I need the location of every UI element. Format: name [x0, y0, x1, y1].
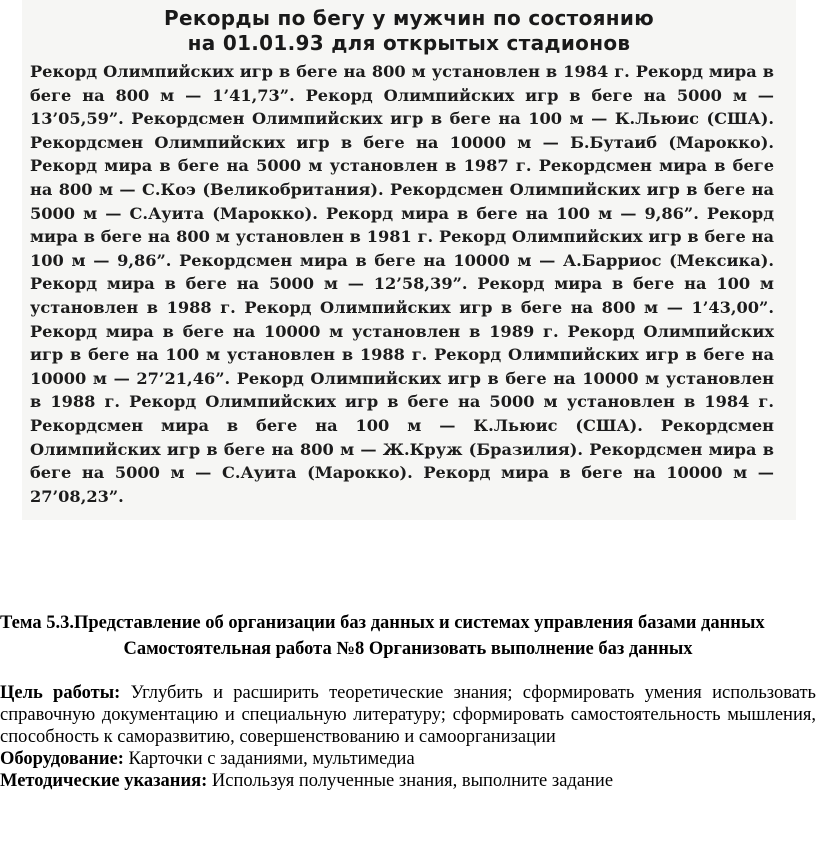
equipment-paragraph — [0, 748, 816, 770]
scan-body-text: Рекорд Олимпийских игр в беге на 800 м установлен в 1984 г. Рекорд мира в беге на 800 м — 1’41,73”. Рекорд Олимпийских игр в беге на 5000 м — 13’05,59”. Рекордсмен Олимпийских игр в беге на 100 м — К.Льюис (США). Рекордсмен Олимпийских игр в беге на 10000 м — Б.Бутаиб (Марокко). Рекорд мира в беге на 5000 м установлен в 1987 г. Рекордсмен мира в беге на 800 м — С.Коэ (Великобритания). Рекордсмен Олимпийских игр в беге на 5000 м — С.Ауита (Марокко). Рекорд мира в беге на 100 м — 9,86”. Рекорд мира в беге на 800 м установлен в 1981 г. Рекорд Олимпийских игр в беге на 100 м — 9,86”. Рекордсмен мира в беге на 10000 м — А.Барриос (Мексика). Рекорд мира в беге на 5000 м — 12’58,39”. Рекорд мира в беге на 100 м установлен в 1988 г. Рекорд Олимпийских игр в беге на 800 м — 1’43,00”. Рекорд мира в беге на 10000 м установлен в 1989 г. Рекорд Олимпийских игр в беге на 100 м установлен в 1988 г. Рекорд Олимпийских игр в беге на 10000 м — 27’21,46”. Рекорд Олимпийских игр в беге на 10000 м установлен в 1988 г. Рекорд Олимпийских игр в беге на 5000 м установлен в 1984 г. Рекордсмен мира в беге на 100 м — К.Льюис (США). Рекордсмен Олимпийских игр в беге на 800 м — Ж.Круж (Бразилия). Рекордсмен мира в беге на 5000 м — С.Ауита (Марокко). Рекорд мира в беге на 10000 м — 27’08,23”. — [30, 62, 774, 506]
goal-paragraph — [0, 682, 816, 748]
equipment-text: Карточки с заданиями, мультимедиа — [123, 749, 415, 769]
scan-title-line2: на 01.01.93 для открытых стадионов — [187, 31, 631, 55]
equipment-label: Оборудование: — [0, 749, 124, 769]
method-paragraph — [0, 770, 816, 792]
scan-title — [22, 6, 796, 56]
scan-title-line1: Рекорды по бегу у мужчин по состоянию — [164, 6, 654, 30]
topic-heading: Тема 5.3.Представление об организации баз данных и системах управления базами данных — [0, 613, 765, 633]
scanned-textbook-excerpt — [22, 0, 796, 520]
method-label: Методические указания: — [0, 771, 208, 791]
work-title: Самостоятельная работа №8 Организовать выполнение баз данных — [123, 639, 693, 659]
goal-label: Цель работы: — [0, 683, 121, 703]
goal-text: Углубить и расширить теоретические знания; сформировать умения использовать справочную документацию и специальную литературу; сформировать самостоятельность мышления, способность к саморазвитию, совершенствованию и самоорганизации — [0, 683, 816, 747]
document-section — [0, 612, 816, 792]
method-text: Используя полученные знания, выполните задание — [207, 771, 614, 791]
